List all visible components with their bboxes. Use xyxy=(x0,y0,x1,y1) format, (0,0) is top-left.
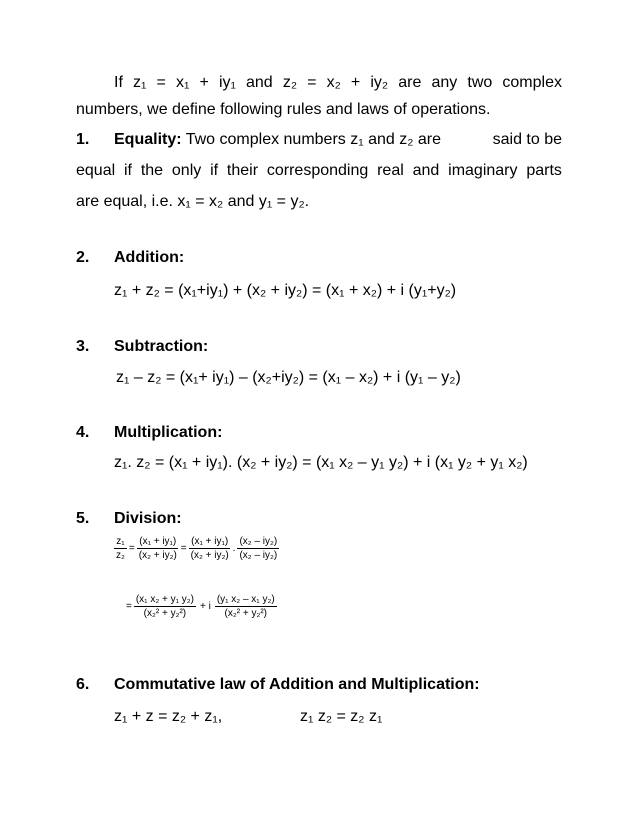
section-title: Equality: xyxy=(114,131,182,148)
word: = xyxy=(307,74,317,91)
word: real xyxy=(377,162,404,179)
word: their xyxy=(226,162,259,179)
fraction: $\frac{\text{z₁}}{\text{z₂}}$ xyxy=(116,536,125,561)
word: iy₂ xyxy=(370,74,389,91)
section-title: Commutative law of Addition and Multiplication: xyxy=(114,676,480,693)
section-title: Multiplication: xyxy=(114,424,223,441)
division-formula-line-1: $\frac{\text{z₁}}{\text{z₂}}$ = $\frac{\text{(x₁ + iy₁)}}{\text{(x₂ + iy₂)}}$ = $\frac{\text{(x₁ + iy₁)}}{\text{(x₂ + iy₂)}}$ . $\frac{\text{(x₂ – iy₂)}}{\text{(x₂ – iy₂)}}$ xyxy=(116,536,278,561)
word: z₂ xyxy=(282,74,298,91)
multiplication-formula: z₁. z₂ = (x₁ + iy₁). (x₂ + iy₂) = (x₁ x₂ – y₁ y₂) + i (x₁ y₂ + y₁ x₂) xyxy=(114,454,528,471)
equality-text-tail: said to be xyxy=(492,131,562,148)
fraction: $\frac{\text{(x₁ + iy₁)}}{\text{(x₂ + iy₂)}}$ xyxy=(138,536,177,561)
commutative-formula-addition: z₁ + z = z₂ + z₁, xyxy=(114,708,223,725)
addition-formula: z₁ + z₂ = (x₁+iy₁) + (x₂ + iy₂) = (x₁ + x₂) + i (y₁+y₂) xyxy=(114,282,457,299)
section-title: Addition: xyxy=(114,249,185,266)
word: two xyxy=(467,74,493,91)
section-title: Division: xyxy=(114,510,182,527)
commutative-formula-multiplication: z₁ z₂ = z₂ z₁ xyxy=(300,708,383,725)
word: any xyxy=(431,74,458,91)
word: + xyxy=(350,74,361,91)
word: only xyxy=(171,162,202,179)
word: if xyxy=(123,162,132,179)
intro-line-1 xyxy=(114,74,562,92)
word: If xyxy=(114,74,123,91)
section-number: 3. xyxy=(76,338,90,355)
word: if xyxy=(210,162,219,179)
section-number: 4. xyxy=(76,424,90,441)
word: + xyxy=(199,74,209,91)
equality-line-1 xyxy=(114,131,562,149)
word: the xyxy=(140,162,164,179)
intro-line-2: numbers, we define following rules and laws of operations. xyxy=(76,101,491,118)
section-number: 5. xyxy=(76,510,90,527)
word: x₂ xyxy=(326,74,341,91)
equality-text: Two complex numbers z₁ and z₂ are xyxy=(185,131,441,148)
division-formula-line-2: = $\frac{\text{(x₁ x₂ + y₁ y₂)}}{\text{(x₂² + y₂²)}}$ + i $\frac{\text{(y₁ x₂ – x₁ y₂)}}{\text{(x₂² + y₂²)}}$ xyxy=(126,594,275,619)
word: equal xyxy=(76,162,116,179)
word: z₁ xyxy=(133,74,147,91)
word: iy₁ xyxy=(218,74,236,91)
word: corresponding xyxy=(266,162,369,179)
fraction: $\frac{\text{(x₁ + iy₁)}}{\text{(x₂ + iy₂)}}$ xyxy=(190,536,229,561)
section-number: 2. xyxy=(76,249,90,266)
section-number: 1. xyxy=(76,131,90,148)
fraction: $\frac{\text{(x₂ – iy₂)}}{\text{(x₂ – iy₂)}}$ xyxy=(239,536,278,561)
word: imaginary xyxy=(448,162,518,179)
equality-line-2 xyxy=(76,162,562,180)
word: are xyxy=(398,74,422,91)
word: x₁ xyxy=(175,74,190,91)
equality-line-3: are equal, i.e. x₁ = x₂ and y₁ = y₂. xyxy=(76,193,310,210)
word: and xyxy=(246,74,273,91)
section-number: 6. xyxy=(76,676,90,693)
word: parts xyxy=(526,162,562,179)
word: complex xyxy=(502,74,562,91)
section-title: Subtraction: xyxy=(114,338,209,355)
fraction: $\frac{\text{(x₁ x₂ + y₁ y₂)}}{\text{(x₂² + y₂²)}}$ xyxy=(135,594,194,619)
subtraction-formula: z₁ – z₂ = (x₁+ iy₁) – (x₂+iy₂) = (x₁ – x₂) + i (y₁ – y₂) xyxy=(116,369,461,386)
word: and xyxy=(412,162,440,179)
fraction: $\frac{\text{(y₁ x₂ – x₁ y₂)}}{\text{(x₂² + y₂²)}}$ xyxy=(216,594,275,619)
word: = xyxy=(156,74,166,91)
